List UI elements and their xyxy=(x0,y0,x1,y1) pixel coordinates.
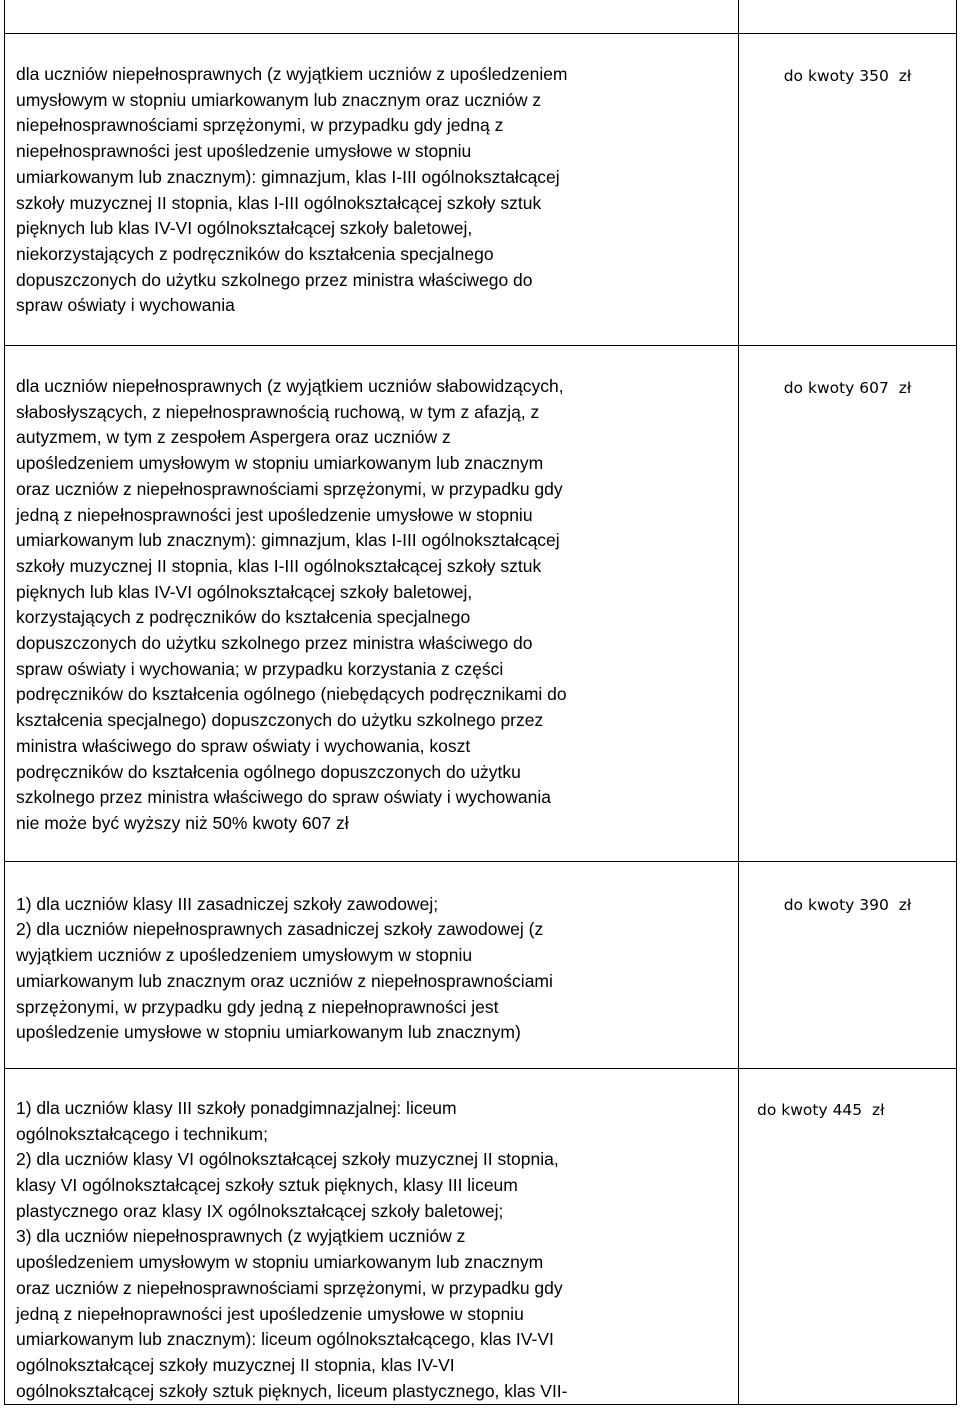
amount-cell xyxy=(739,861,957,1068)
table-row xyxy=(5,1068,957,1404)
amount-text: do kwoty 607 zł xyxy=(783,379,912,398)
description-text: 1) dla uczniów klasy III szkoły ponadgimnazjalnej: liceum ogólnokształcącego i technikum; 2) dla uczniów klasy VI ogólnokształcącej szkoły muzycznej II stopnia, klasy VI ogólnokształcącej szkoły sztuk pięknych, klasy III liceum plastycznego oraz klasy IX ogólnokształcącej szkoły baletowej; 3) dla uczniów niepełnosprawnych (z wyjątkiem uczniów z upośledzeniem umysłowym w stopniu umiarkowanym lub znacznym oraz uczniów z niepełnosprawnościami sprzężonymi, w przypadku gdy jedną z niepełnoprawności jest upośledzenie umysłowe w stopniu umiarkowanym lub znacznym): liceum ogólnokształcącego, klas IV-VI ogólnokształcącej szkoły muzycznej II stopnia, klas IV-VI ogólnokształcącej szkoły sztuk pięknych, liceum plastycznego, klas VII- xyxy=(16,1097,568,1401)
description-text: 1) dla uczniów klasy III zasadniczej szkoły zawodowej; 2) dla uczniów niepełnosprawnych zasadniczej szkoły zawodowej (z wyjątkiem uczniów z upośledzeniem umysłowym w stopniu umiarkowanym lub znacznym oraz uczniów z niepełnosprawnościami sprzężonymi, w przypadku gdy jedną z niepełnoprawności jest upośledzenie umysłowe w stopniu umiarkowanym lub znacznym) xyxy=(16,893,553,1043)
description-cell xyxy=(5,861,739,1068)
description-cell xyxy=(5,34,739,346)
allowance-table xyxy=(4,0,957,1405)
description-text: dla uczniów niepełnosprawnych (z wyjątkiem uczniów z upośledzeniem umysłowym w stopniu umiarkowanym lub znacznym oraz uczniów z niepełnosprawnościami sprzężonymi, w przypadku gdy jedną z niepełnosprawności jest upośledzenie umysłowe w stopniu umiarkowanym lub znacznym): gimnazjum, klas I-III ogólnokształcącej szkoły muzycznej II stopnia, klas I-III ogólnokształcącej szkoły sztuk pięknych lub klas IV-VI ogólnokształcącej szkoły baletowej, niekorzystających z podręczników do kształcenia specjalnego dopuszczonych do użytku szkolnego przez ministra właściwego do spraw oświaty i wychowania xyxy=(16,64,568,316)
table-row xyxy=(5,861,957,1068)
amount-cell xyxy=(739,1068,957,1404)
amount-text: do kwoty 390 zł xyxy=(783,895,912,914)
amount-text: do kwoty 350 zł xyxy=(783,67,912,85)
table-row xyxy=(5,346,957,862)
header-cell-description xyxy=(5,0,739,34)
amount-text: do kwoty 445 zł xyxy=(757,1100,885,1119)
description-cell xyxy=(5,1068,739,1404)
header-cell-amount xyxy=(739,0,957,34)
description-text: dla uczniów niepełnosprawnych (z wyjątkiem uczniów słabowidzących, słabosłyszących, z niepełnosprawnością ruchową, w tym z afazją, z autyzmem, w tym z zespołem Aspergera oraz uczniów z upośledzeniem umysłowym w stopniu umiarkowanym lub znacznym oraz uczniów z niepełnosprawnościami sprzężonymi, w przypadku gdy jedną z niepełnosprawności jest upośledzenie umysłowe w stopniu umiarkowanym lub znacznym): gimnazjum, klas I-III ogólnokształcącej szkoły muzycznej II stopnia, klas I-III ogólnokształcącej szkoły sztuk pięknych lub klas IV-VI ogólnokształcącej szkoły baletowej, korzystających z podręczników do kształcenia specjalnego dopuszczonych do użytku szkolnego przez ministra właściwego do spraw oświaty i wychowania; w przypadku korzystania z części podręczników do kształcenia ogólnego (niebędących podręcznikami do kształcenia specjalnego) dopuszczonych do użytku szkolnego przez ministra właściwego do spraw oświaty i wychowania, koszt podręczników do kształcenia ogólnego dopuszczonych do użytku szkolnego przez ministra właściwego do spraw oświaty i wychowania nie może być wyższy niż 50% kwoty 607 zł xyxy=(16,376,567,833)
table-row xyxy=(5,34,957,346)
amount-cell xyxy=(739,34,957,346)
amount-cell xyxy=(739,346,957,862)
table-header-row xyxy=(5,0,957,34)
description-cell xyxy=(5,346,739,862)
